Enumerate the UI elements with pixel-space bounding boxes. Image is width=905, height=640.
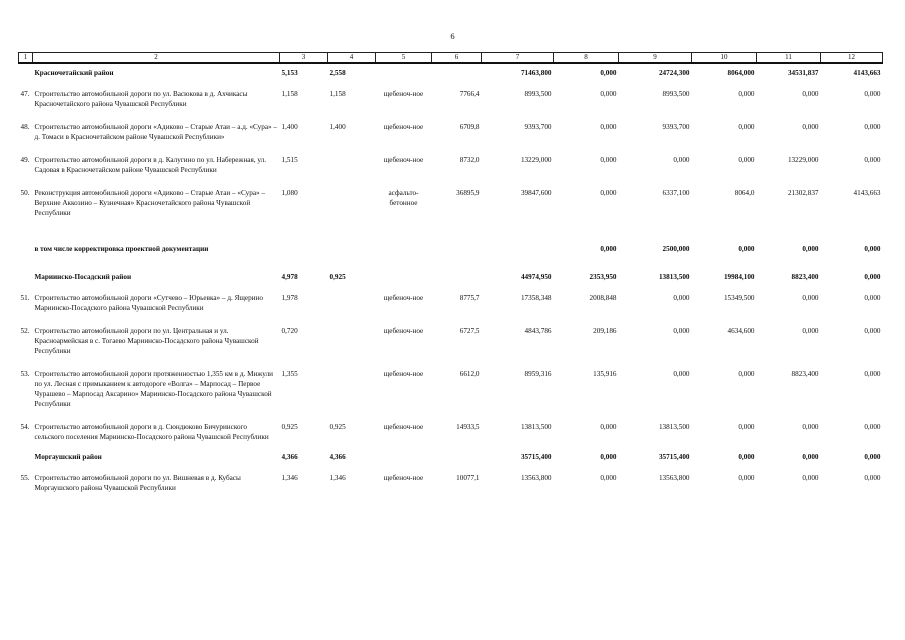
object-name: в том числе корректировка проектной документации (34, 245, 209, 253)
cell-c12: 0,000 (864, 453, 881, 461)
header-cell: 5 (376, 53, 432, 64)
cell-c4: 1,158 (329, 90, 346, 98)
object-name: Строительство автомобильной дороги протяженностью 1,355 км в д. Мижули по ул. Лесная с примыканием к автодороге «Волга» – Марпосад – Первое Чурашево – Марпосад Аксарино» Мариинско-Посадского района Чувашской Республики (34, 370, 274, 408)
cell-c10: 0,000 (738, 245, 755, 253)
cell-c8: 0,000 (600, 245, 617, 253)
cell-c9: 13813,500 (658, 273, 690, 281)
cell-c5: щебеноч-ное (383, 156, 424, 164)
cell-c10: 0,000 (738, 453, 755, 461)
cell-c10: 0,000 (738, 474, 755, 482)
table-row (19, 286, 883, 319)
cell-c12: 4143,663 (853, 189, 881, 197)
cell-c8: 135,916 (593, 370, 617, 378)
table-row (19, 115, 883, 148)
cell-c5 (376, 63, 432, 82)
road-construction-table (18, 52, 883, 499)
cell-c5 (376, 448, 432, 466)
cell-c9: 13563,800 (658, 474, 690, 482)
cell-c4 (328, 224, 376, 268)
cell-c7: 44974,950 (520, 273, 552, 281)
cell-c7 (482, 224, 554, 268)
cell-c3: 1,515 (281, 156, 298, 164)
row-number: 54. (20, 423, 30, 431)
cell-c8: 0,000 (600, 423, 617, 431)
cell-c11: 0,000 (802, 474, 819, 482)
cell-c8: 2353,950 (589, 273, 617, 281)
cell-c5: щебеноч-ное (383, 370, 424, 378)
cell-c3 (280, 224, 328, 268)
cell-c11: 8823,400 (791, 273, 819, 281)
cell-c8: 0,000 (600, 474, 617, 482)
object-name: Строительство автомобильной дороги по ул. Вишневая в д. Кубасы Моргаушского района Чувашской Республики (34, 474, 241, 492)
cell-c6: 6709,8 (459, 123, 480, 131)
cell-c10: 0,000 (738, 90, 755, 98)
cell-c4: 0,925 (329, 423, 346, 431)
table-row (19, 319, 883, 362)
cell-c11: 0,000 (802, 245, 819, 253)
header-cell: 2 (33, 53, 280, 64)
cell-c5: щебеноч-ное (383, 327, 424, 335)
cell-c4: 2,558 (329, 69, 346, 77)
district-row (19, 63, 883, 82)
cell-c9: 9393,700 (662, 123, 690, 131)
cell-c8: 0,000 (600, 189, 617, 197)
cell-c10: 8064,0 (734, 189, 755, 197)
cell-c12: 0,000 (864, 156, 881, 164)
cell-c11: 13229,000 (787, 156, 819, 164)
cell-c10: 0,000 (738, 423, 755, 431)
cell-c9: 0,000 (673, 370, 690, 378)
cell-c7: 39847,600 (520, 189, 552, 197)
cell-c10: 19984,100 (723, 273, 755, 281)
cell-c8: 0,000 (600, 156, 617, 164)
cell-c7: 13813,500 (520, 423, 552, 431)
cell-c3: 1,080 (281, 189, 298, 197)
cell-c9: 0,000 (673, 156, 690, 164)
cell-c6 (432, 448, 482, 466)
cell-c12: 0,000 (864, 294, 881, 302)
cell-c11: 0,000 (802, 423, 819, 431)
cell-c7: 13563,800 (520, 474, 552, 482)
cell-c12: 0,000 (864, 123, 881, 131)
district-row (19, 268, 883, 286)
table-row (19, 415, 883, 448)
cell-c9: 0,000 (673, 294, 690, 302)
cell-c10: 4634,600 (727, 327, 755, 335)
object-name: Строительство автомобильной дороги по ул. Васюкова в д. Ахчикасы Красночетайского района Чувашской Республики (34, 90, 248, 108)
cell-c12: 0,000 (864, 423, 881, 431)
cell-c3: 1,978 (281, 294, 298, 302)
cell-c5: щебеноч-ное (383, 123, 424, 131)
cell-c3: 0,925 (281, 423, 298, 431)
cell-c3: 1,158 (281, 90, 298, 98)
table-body (19, 63, 883, 499)
header-cell: 7 (482, 53, 554, 64)
cell-c6: 6612,0 (459, 370, 480, 378)
cell-c6: 6727,5 (459, 327, 480, 335)
cell-c7: 71463,800 (520, 69, 552, 77)
column-number-header (19, 53, 883, 64)
row-number: 50. (20, 189, 30, 197)
cell-c12: 0,000 (864, 474, 881, 482)
cell-c3: 0,720 (281, 327, 298, 335)
table-row (19, 82, 883, 115)
cell-c9: 0,000 (673, 327, 690, 335)
cell-c11: 21302,837 (787, 189, 819, 197)
cell-c6 (432, 224, 482, 268)
cell-c8: 2008,848 (589, 294, 617, 302)
row-number: 51. (20, 294, 30, 302)
object-name: Строительство автомобильной дороги «Сутчево – Юрьевка» – д. Ящерино Мариинско-Посадского района Чувашской Республики (34, 294, 263, 312)
cell-c12: 0,000 (864, 90, 881, 98)
cell-c6: 8775,7 (459, 294, 480, 302)
object-name: Строительство автомобильной дороги в д. Калугино по ул. Набережная, ул. Садовая в Красночетайском районе Чувашской Республики (34, 156, 267, 174)
row-number: 55. (20, 474, 30, 482)
cell-c4 (328, 148, 376, 181)
cell-c10: 15349,500 (723, 294, 755, 302)
cell-c4 (328, 362, 376, 415)
cell-c10: 8064,000 (727, 69, 755, 77)
header-cell: 3 (280, 53, 328, 64)
page-number: 6 (450, 31, 455, 41)
table-row (19, 181, 883, 224)
header-cell: 6 (432, 53, 482, 64)
row-number: 47. (20, 90, 30, 98)
object-name: Моргаушский район (34, 453, 102, 461)
object-name: Реконструкция автомобильной дороги «Адиково – Старые Атаи – «Сура» – Верхние Аккозино – Кузнечная» Красночетайского района Чувашской Республики (34, 189, 266, 217)
object-name: Строительство автомобильной дороги «Адиково – Старые Атаи – а.д. «Сура» – д. Томаси в Красночетайском районе Чувашской Республики» (34, 123, 278, 141)
row-number: 48. (20, 123, 30, 131)
cell-c8: 0,000 (600, 453, 617, 461)
header-cell: 8 (554, 53, 619, 64)
cell-c5: щебеноч-ное (383, 294, 424, 302)
cell-c6 (432, 268, 482, 286)
cell-c3: 1,346 (281, 474, 298, 482)
cell-c8: 0,000 (600, 69, 617, 77)
cell-c9: 24724,300 (658, 69, 690, 77)
cell-c6: 36895,9 (456, 189, 480, 197)
cell-c4 (328, 181, 376, 224)
cell-c11: 0,000 (802, 90, 819, 98)
header-cell: 10 (692, 53, 757, 64)
cell-c12: 4143,663 (853, 69, 881, 77)
row-number: 52. (20, 327, 30, 335)
cell-c3: 1,355 (281, 370, 298, 378)
cell-c8: 0,000 (600, 123, 617, 131)
cell-c11: 0,000 (802, 123, 819, 131)
row-number: 49. (20, 156, 30, 164)
header-cell: 9 (619, 53, 692, 64)
cell-c4: 0,925 (329, 273, 346, 281)
cell-c4: 1,346 (329, 474, 346, 482)
cell-c10: 0,000 (738, 123, 755, 131)
cell-c12: 0,000 (864, 370, 881, 378)
cell-c11: 0,000 (802, 453, 819, 461)
cell-c5 (376, 268, 432, 286)
cell-c5: щебеноч-ное (383, 423, 424, 431)
row-number: 53. (20, 370, 30, 378)
cell-c7: 35715,400 (520, 453, 552, 461)
row-number (19, 448, 33, 466)
object-name: Строительство автомобильной дороги в д. Сюндюково Бичуринского сельского поселения Мариинско-Посадского района Чувашской Республики (34, 423, 269, 441)
cell-c7: 8993,500 (524, 90, 552, 98)
header-cell: 1 (19, 53, 33, 64)
cell-c8: 0,000 (600, 90, 617, 98)
cell-c6: 14933,5 (456, 423, 480, 431)
cell-c11: 0,000 (802, 327, 819, 335)
cell-c4 (328, 319, 376, 362)
subtotal-row (19, 224, 883, 268)
header-cell: 11 (757, 53, 821, 64)
cell-c3: 1,400 (281, 123, 298, 131)
table-row (19, 148, 883, 181)
cell-c5: щебеноч-ное (383, 90, 424, 98)
district-row (19, 448, 883, 466)
cell-c7: 9393,700 (524, 123, 552, 131)
cell-c5: щебеноч-ное (383, 474, 424, 482)
cell-c11: 34531,837 (787, 69, 819, 77)
cell-c7: 4843,786 (524, 327, 552, 335)
cell-c11: 0,000 (802, 294, 819, 302)
cell-c12: 0,000 (864, 245, 881, 253)
cell-c6: 10077,1 (456, 474, 480, 482)
cell-c4 (328, 286, 376, 319)
cell-c7: 13229,000 (520, 156, 552, 164)
header-cell: 4 (328, 53, 376, 64)
cell-c6 (432, 63, 482, 82)
cell-c9: 2500,000 (662, 245, 690, 253)
cell-c11: 8823,400 (791, 370, 819, 378)
cell-c7: 17358,348 (520, 294, 552, 302)
object-name: Мариинско-Посадский район (34, 273, 132, 281)
row-number (19, 63, 33, 82)
cell-c3: 4,978 (281, 273, 298, 281)
object-name: Строительство автомобильной дороги по ул. Центральная и ул. Красноармейская в с. Тогаево Мариинско-Посадского района Чувашской Республики (34, 327, 259, 355)
cell-c6: 7766,4 (459, 90, 480, 98)
cell-c12: 0,000 (864, 327, 881, 335)
cell-c9: 8993,500 (662, 90, 690, 98)
cell-c8: 209,186 (593, 327, 617, 335)
cell-c9: 13813,500 (658, 423, 690, 431)
cell-c6: 8732,0 (459, 156, 480, 164)
cell-c12: 0,000 (864, 273, 881, 281)
cell-c5 (376, 224, 432, 268)
table-row (19, 362, 883, 415)
cell-c4: 1,400 (329, 123, 346, 131)
cell-c4: 4,366 (329, 453, 346, 461)
cell-c7: 8959,316 (524, 370, 552, 378)
table-row (19, 466, 883, 499)
cell-c9: 35715,400 (658, 453, 690, 461)
cell-c3: 4,366 (281, 453, 298, 461)
cell-c10: 0,000 (738, 370, 755, 378)
row-number (19, 224, 33, 268)
cell-c5: асфальто-бетонное (388, 189, 419, 207)
cell-c9: 6337,100 (662, 189, 690, 197)
row-number (19, 268, 33, 286)
header-cell: 12 (821, 53, 883, 64)
object-name: Красночетайский район (34, 69, 114, 77)
cell-c3: 5,153 (281, 69, 298, 77)
cell-c10: 0,000 (738, 156, 755, 164)
